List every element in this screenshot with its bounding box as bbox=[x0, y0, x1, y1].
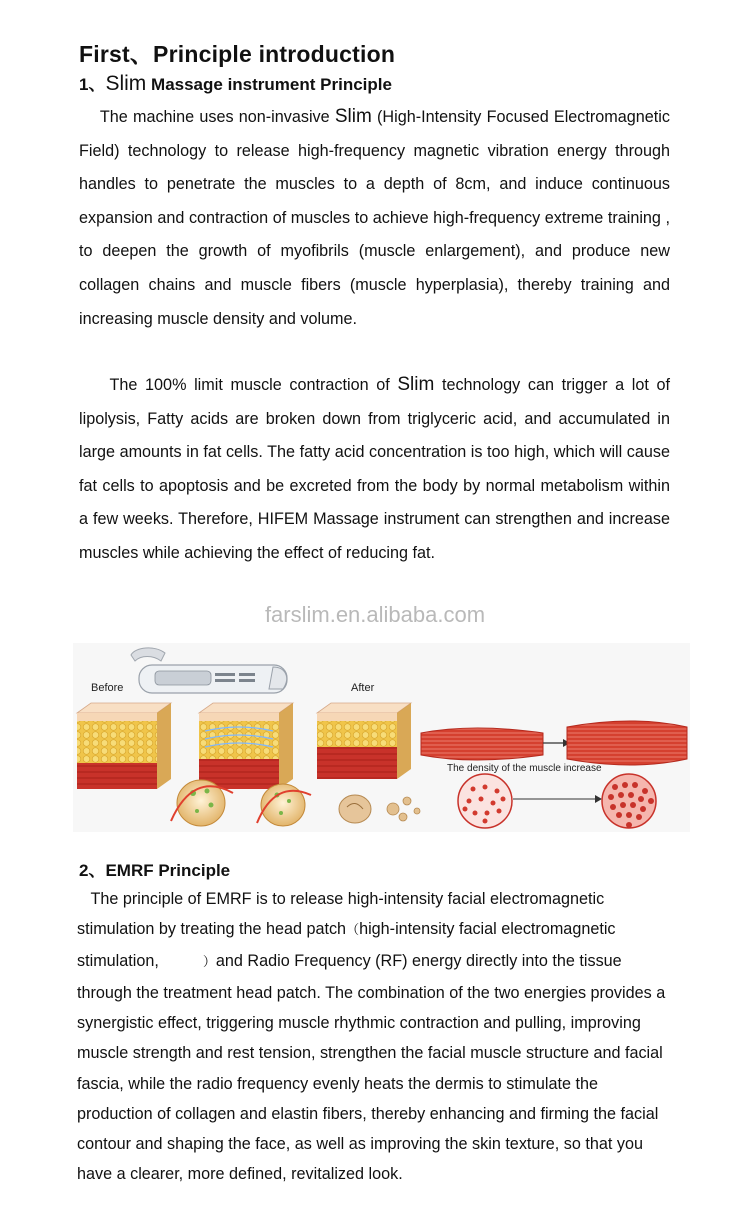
density-caption: The density of the muscle increase bbox=[447, 763, 602, 774]
watermark-text: farslim.en.alibaba.com bbox=[264, 602, 486, 627]
tissue-block-treatment bbox=[199, 703, 293, 789]
paragraph-text: high-intensity facial electromagnetic stimulation, bbox=[77, 920, 616, 971]
muscle-fiber-before bbox=[421, 728, 543, 760]
section-number: 1、 bbox=[79, 75, 106, 94]
section-title-rest: Massage instrument Principle bbox=[146, 75, 392, 94]
slim-word: Slim bbox=[334, 106, 372, 127]
paragraph-text: technology can trigger a lot of lipolysis, Fatty acids are broken down from triglyceric acid, and accumulated in large amounts in fat cells. The fatty acid concentration is too high, which will cause fat cells to apoptosis and be excreted from the body by normal metabolism within a few weeks. Therefore, HIFEM Massage instrument can strengthen and increase muscles while achieving the effect of reducing fat. bbox=[79, 376, 670, 562]
paragraph-text: (High-Intensity Focused Electromagnetic Field) technology to release high-frequency magnetic vibration energy through handles to penetrate the muscles to a depth of 8cm, and induce continuous expansion and contraction of muscles to achieve high-frequency extreme training , to deepen the growth of myofibrils (muscle enlargement), and produce new collagen chains and muscle fibers (muscle hyperplasia), thereby training and increasing muscle density and volume. bbox=[79, 108, 670, 328]
paragraph-text: and Radio Frequency (RF) energy directly into the tissue through the treatment head patch. The combination of the two energies provides a synergistic effect, triggering muscle rhythmic contraction and pulling, improving muscle strength and rest tension, strengthen the facial muscle structure and facial fascia, while the radio frequency evenly heats the dermis to stimulate the production of collagen and elastin fibers, thereby enhancing and firming the facial contour and shaping the face, as well as improving the skin texture, so that you have a clearer, more defined, revitalized look. bbox=[77, 952, 666, 1183]
muscle-cross-section-after bbox=[602, 774, 656, 828]
after-label: After bbox=[351, 682, 375, 694]
page-title: First、Principle introduction bbox=[79, 41, 396, 67]
slim-word: Slim bbox=[105, 72, 147, 95]
slim-word: Slim bbox=[397, 374, 435, 395]
muscle-cross-section-before bbox=[458, 774, 512, 828]
paragraph-text: The machine uses non-invasive bbox=[99, 108, 335, 126]
paragraph-emrf-principle bbox=[77, 884, 671, 1189]
paragraph-text: The 100% limit muscle contraction of bbox=[109, 376, 398, 394]
close-paren: ） bbox=[202, 955, 216, 971]
section-heading-slim-principle bbox=[79, 70, 392, 96]
paragraph-text: The principle of EMRF is to release high-intensity facial electromagnetic stimulation by treating the head patch bbox=[77, 890, 605, 939]
tissue-block-before bbox=[77, 703, 171, 789]
before-after-illustration bbox=[73, 643, 690, 832]
open-paren: （ bbox=[346, 923, 360, 939]
tissue-block-after bbox=[317, 703, 411, 779]
section-heading-emrf-principle: 2、EMRF Principle bbox=[79, 861, 231, 880]
muscle-fiber-after bbox=[567, 721, 687, 765]
before-label: Before bbox=[91, 682, 124, 694]
paragraph-lipolysis bbox=[79, 368, 670, 571]
paragraph-slim-principle bbox=[79, 100, 670, 336]
